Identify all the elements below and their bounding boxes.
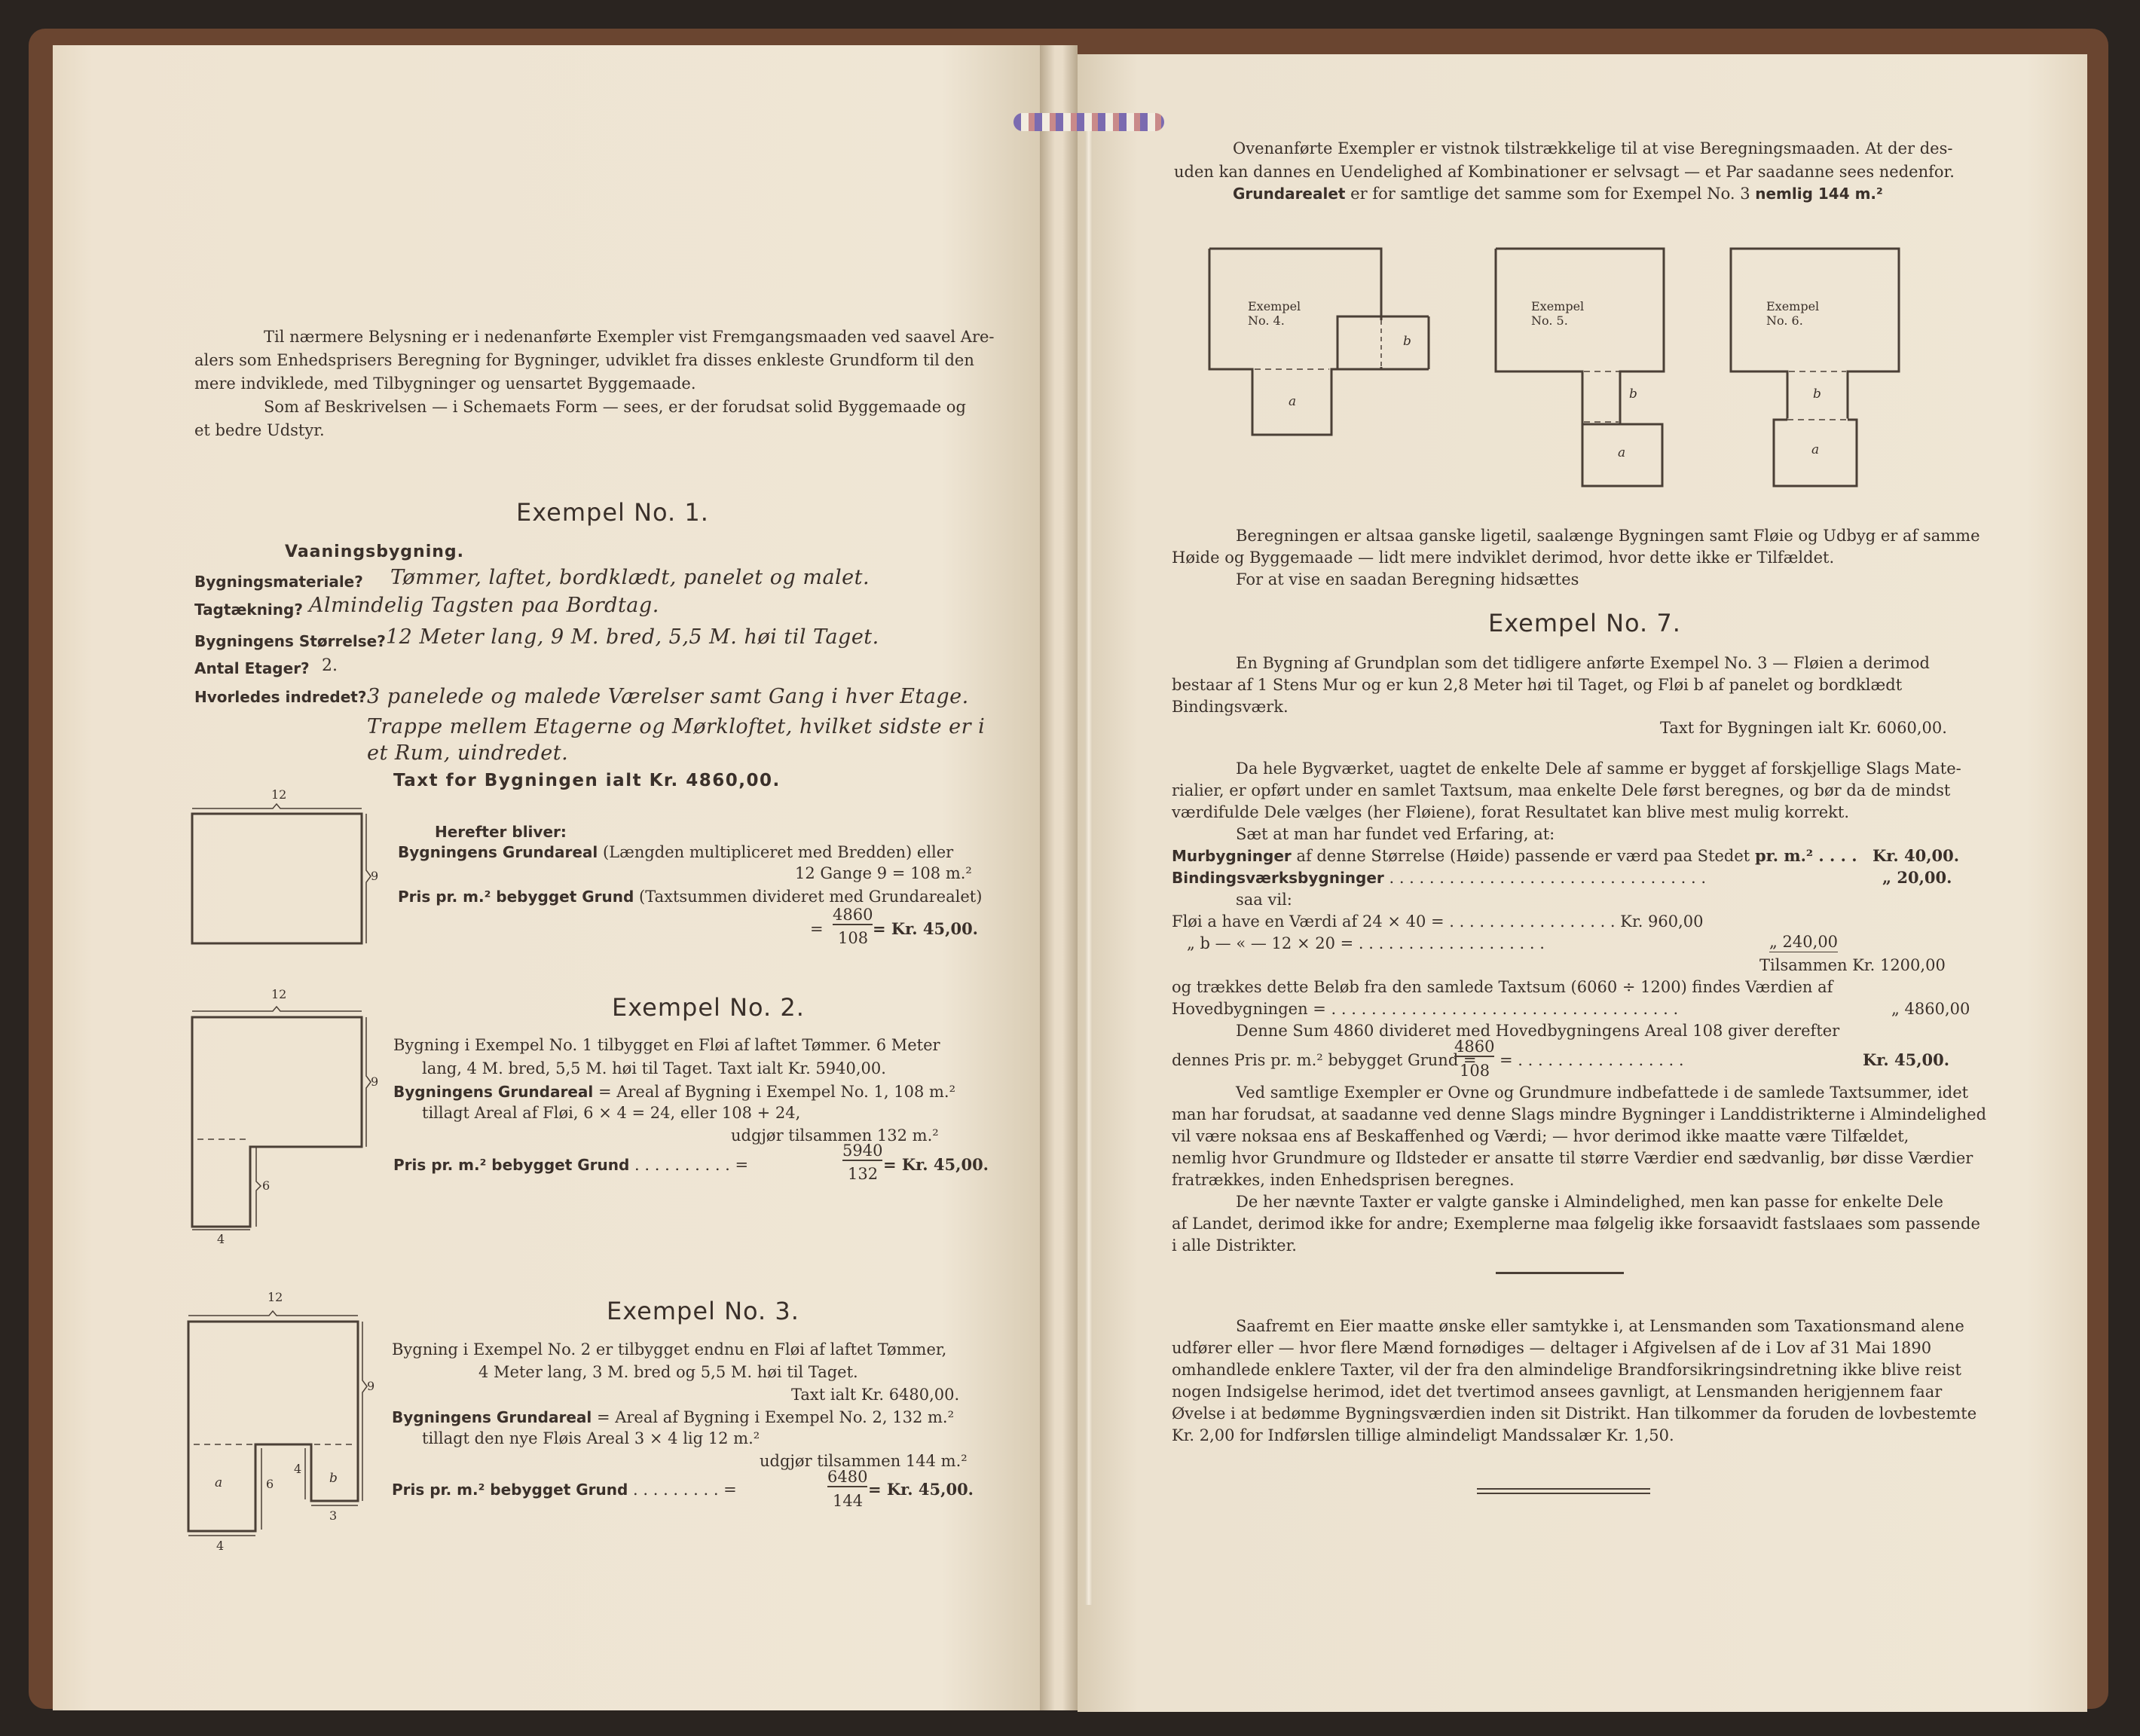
right-mid-line-2: Høide og Byggemaade — lidt mere indviklet derimod, hvor dette ikke er Tilfældet. (1172, 549, 1835, 567)
ex1-value-material: Tømmer, laftet, bordklædt, panelet og malet. (390, 566, 870, 589)
ex4-label-a: a (1289, 394, 1297, 409)
ex7-p1-line-1: En Bygning af Grundplan som det tidligere anførte Exempel No. 3 — Fløien a derimod (1236, 654, 1930, 672)
ex7-mur-mid: af denne Størrelse (Høide) passende er værd paa Stedet (1296, 847, 1750, 865)
ex2-pris-dots: . . . . . . . . . . = (634, 1156, 749, 1174)
ex7-taxt: Taxt for Bygningen ialt Kr. 6060,00. (1660, 719, 1947, 737)
ex1-subtitle: Vaaningsbygning. (285, 542, 465, 561)
ex7-floi-b: „ b — « — 12 × 20 = . . . . . . . . . . . . . . . . . . . (1187, 934, 1545, 952)
ex7-floi-a: Fløi a have en Værdi af 24 × 40 = . . . . . . . . . . . . . . . . . Kr. 960,00 (1172, 912, 1704, 931)
ex2-result: = Kr. 45,00. (883, 1155, 989, 1174)
intro-line-2: alers som Enhedsprisers Beregning for Bygninger, udviklet fra disses enkleste Grundform til den (194, 351, 974, 369)
ex1-eq: = (810, 920, 824, 938)
ex7-mur-line (1172, 845, 1857, 867)
ex7-mur-label: Murbygninger (1172, 847, 1292, 865)
ex1-label-roof: Tagtækning? (194, 601, 303, 619)
ex2-line-3: Bygningens Grundareal = Areal af Bygning i Exempel No. 1, 108 m.² (393, 1083, 956, 1101)
ex7-p2-line-3: værdifulde Dele vælges (her Fløiene), forat Resultatet kan blive mest mulig korrekt. (1172, 803, 1850, 821)
ex5-label-b: b (1629, 387, 1637, 402)
ex3-label-b: b (329, 1471, 338, 1486)
ex3-den: 144 (833, 1492, 864, 1510)
right-mid-line-3: For at vise en saadan Beregning hidsættes (1236, 570, 1579, 588)
ex1-taxt: Taxt for Bygningen ialt Kr. 4860,00. (393, 771, 781, 790)
ex7-pris-line: dennes Pris pr. m.² bebygget Grund = (1172, 1051, 1477, 1069)
ex3-result: = Kr. 45,00. (868, 1480, 974, 1499)
p3-line-8: i alle Distrikter. (1172, 1236, 1297, 1255)
ex2-line-4: tillagt Areal af Fløi, 6 × 4 = 24, eller 108 + 24, (422, 1104, 801, 1122)
ex7-pris-dots: = . . . . . . . . . . . . . . . . . (1500, 1051, 1684, 1069)
ex3-dim-4: 4 (294, 1462, 302, 1476)
intro-line-4: Som af Beskrivelsen — i Schemaets Form — sees, er der forudsat solid Byggemaade og (264, 398, 966, 416)
ex1-line-herefter: Herefter bliver: (435, 823, 567, 841)
ex3-line-4: Bygningens Grundareal = Areal af Bygning i Exempel No. 2, 132 m.² (392, 1408, 955, 1426)
ex7-num: 4860 (1454, 1038, 1495, 1056)
ex7-mur-value: Kr. 40,00. (1872, 846, 1960, 865)
ex3-dim-bottom4: 4 (216, 1539, 225, 1553)
ex2-line-1: Bygning i Exempel No. 1 tilbygget en Fløi af laftet Tømmer. 6 Meter (393, 1036, 940, 1054)
ex3-dim-6: 6 (266, 1477, 274, 1491)
ex7-p1-line-3: Bindingsværk. (1172, 698, 1289, 716)
ex1-den: 108 (838, 929, 869, 947)
right-grundareal-bold: Grundarealet (1233, 185, 1346, 203)
ex3-line-pris: Pris pr. m.² bebygget Grund . . . . . . . . . = (392, 1481, 737, 1499)
ex3-floorplan-drawing (177, 1290, 381, 1546)
ex2-dim-wing: 6 (262, 1178, 271, 1193)
ex6-label-a: a (1811, 442, 1820, 457)
ex2-line-3-rest: = Areal af Bygning i Exempel No. 1, 108 m.² (598, 1083, 956, 1101)
ex7-pris-value: Kr. 45,00. (1863, 1050, 1950, 1069)
ex7-p2-line-2: rialier, er opført under en samlet Taxtsum, maa enkelte Dele først beregnes, og bør da de mindst (1172, 781, 1951, 799)
ex7-tilsammen: Tilsammen Kr. 1200,00 (1759, 956, 1946, 974)
ex3-line-2: 4 Meter lang, 3 M. bred og 5,5 M. høi til Taget. (478, 1363, 858, 1381)
ex7-p2-line-4: Sæt at man har fundet ved Erfaring, at: (1236, 825, 1555, 843)
ex7-og-line: og trækkes dette Beløb fra den samlede Taxtsum (6060 ÷ 1200) findes Værdien af (1172, 978, 1833, 996)
p3-line-1: Ved samtlige Exempler er Ovne og Grundmure indbefattede i de samlede Taxtsummer, idet (1236, 1083, 1969, 1102)
p3-line-6: De her nævnte Taxter er valgte ganske i Almindelighed, men kan passe for enkelte Dele (1236, 1193, 1943, 1211)
ex7-mur-pr: pr. m.² . . . . (1754, 846, 1857, 865)
ex5-caption: Exempel No. 5. (1531, 299, 1585, 328)
ex3-line-1: Bygning i Exempel No. 2 er tilbygget endnu en Fløi af laftet Tømmer, (392, 1340, 947, 1359)
p4-line-4: nogen Indsigelse herimod, idet det tvertimod ansees gavnligt, at Lensmanden herigjennem faar (1172, 1383, 1943, 1401)
binding-stitch (1085, 113, 1093, 1605)
ex3-title: Exempel No. 3. (607, 1297, 799, 1325)
ex1-label-size: Bygningens Størrelse? (194, 632, 386, 650)
ex1-value-layout: 3 panelede og malede Værelser samt Gang i hver Etage. (367, 685, 969, 708)
ex5-floorplan-drawing (1492, 245, 1673, 494)
binding-thread (1013, 113, 1164, 131)
ex2-line-2: lang, 4 M. bred, 5,5 M. høi til Taget. Taxt ialt Kr. 5940,00. (422, 1059, 886, 1077)
ex3-num: 6480 (827, 1468, 868, 1486)
p3-line-5: fratrækkes, inden Enhedsprisen beregnes. (1172, 1171, 1515, 1189)
p3-line-7: af Landet, derimod ikke for andre; Exemplerne maa følgelig ikke forsaavidt fastslaaes som passende (1172, 1215, 1980, 1233)
ex1-pris-rest: (Taxtsummen divideret med Grundarealet) (639, 888, 983, 906)
ex1-label-layout: Hvorledes indredet? (194, 688, 367, 706)
ex1-num: 4860 (833, 906, 873, 924)
section-divider-1 (1496, 1272, 1624, 1274)
ex7-p2-line-1: Da hele Bygværket, uagtet de enkelte Dele af samme er bygget af forskjellige Slags Mate- (1236, 760, 1961, 778)
ex3-pris-dots: . . . . . . . . . = (633, 1481, 737, 1499)
ex7-hoved-value: „ 4860,00 (1891, 1000, 1970, 1018)
book-gutter (1040, 45, 1078, 1710)
ex2-dim-top: 12 (271, 987, 287, 1001)
ex3-dim-side: 9 (367, 1379, 375, 1393)
ex1-value-layout-cont2: et Rum, uindredet. (367, 741, 569, 765)
ex7-title: Exempel No. 7. (1488, 609, 1681, 637)
section-divider-2a (1477, 1488, 1650, 1490)
ex1-title: Exempel No. 1. (516, 498, 709, 527)
ex2-floorplan-drawing (181, 987, 377, 1243)
p4-line-1: Saafremt en Eier maatte ønske eller samtykke i, at Lensmanden som Taxationsmand alene (1236, 1317, 1964, 1335)
ex2-den: 132 (848, 1165, 879, 1183)
ex7-p1-line-2: bestaar af 1 Stens Mur og er kun 2,8 Meter høi til Taget, og Fløi b af panelet og bordklædt (1172, 676, 1903, 694)
ex1-label-material: Bygningsmateriale? (194, 573, 363, 591)
ex3-dim-bottom3: 3 (329, 1508, 338, 1523)
ex2-dim-side: 9 (371, 1074, 379, 1089)
p3-line-2: man har forudsat, at saadanne ved denne Slags mindre Bygninger i Landdistrikterne i Almindelighed (1172, 1105, 1987, 1123)
ex6-caption: Exempel No. 6. (1766, 299, 1820, 328)
ex2-title: Exempel No. 2. (612, 993, 805, 1022)
intro-line-5: et bedre Udstyr. (194, 421, 325, 439)
ex7-denne-line: Denne Sum 4860 divideret med Hovedbygningens Areal 108 giver derefter (1236, 1022, 1840, 1040)
p4-line-2: udfører eller — hvor flere Mænd fornødiges — deltager i Afgivelsen af de i Lov af 31 Mai 1890 (1172, 1339, 1932, 1357)
ex1-value-layout-cont1: Trappe mellem Etagerne og Mørkloftet, hvilket sidste er i (367, 715, 986, 738)
ex3-line-3: Taxt ialt Kr. 6480,00. (791, 1386, 960, 1404)
ex2-dim-bottom: 4 (217, 1232, 225, 1246)
ex7-bind-line (1172, 866, 1706, 889)
ex1-line-12x9: 12 Gange 9 = 108 m.² (795, 864, 972, 882)
ex3-line-5: tillagt den nye Fløis Areal 3 × 4 lig 12 m.² (422, 1429, 760, 1447)
ex1-value-size: 12 Meter lang, 9 M. bred, 5,5 M. høi til Taget. (386, 625, 879, 649)
ex2-num: 5940 (842, 1142, 883, 1160)
right-grundareal-bold2: nemlig 144 m.² (1755, 185, 1883, 203)
p4-line-3: omhandlede enklere Taxter, vil der fra den almindelige Brandforsikringsindretning ikke blive reist (1172, 1361, 1961, 1379)
ex3-label-a: a (215, 1475, 223, 1490)
right-grundareal-line (1233, 182, 1883, 205)
ex7-den: 108 (1460, 1062, 1490, 1080)
right-mid-line-1: Beregningen er altsaa ganske ligetil, saalænge Bygningen samt Fløie og Udbyg er af samme (1236, 527, 1980, 545)
ex4-label-b: b (1403, 334, 1411, 349)
ex7-bind-value: „ 20,00. (1882, 868, 1952, 887)
ex7-bind-label: Bindingsværksbygninger (1172, 869, 1384, 887)
ex1-floorplan-drawing (181, 787, 377, 953)
ex1-line-grundareal: Bygningens Grundareal (Længden multipliceret med Bredden) eller (398, 843, 954, 861)
ex2-line-pris: Pris pr. m.² bebygget Grund . . . . . . . . . . = (393, 1156, 749, 1174)
ex6-label-b: b (1813, 387, 1821, 402)
ex1-dim-side: 9 (371, 869, 379, 883)
ex4-floorplan-drawing (1206, 245, 1386, 441)
ex7-saa: saa vil: (1236, 891, 1292, 909)
ex1-dim-top: 12 (271, 787, 287, 802)
ex4-caption: Exempel No. 4. (1248, 299, 1301, 328)
right-top-line-1: Ovenanførte Exempler er vistnok tilstrækkelige til at vise Beregningsmaaden. At der des- (1233, 139, 1953, 157)
ex3-line-6: udgjør tilsammen 144 m.² (760, 1452, 968, 1470)
p3-line-3: vil være noksaa ens af Beskaffenhed og Værdi; — hvor derimod ikke maatte være Tilfældet, (1172, 1127, 1909, 1145)
ex1-line-pris: Pris pr. m.² bebygget Grund (Taxtsummen divideret med Grundarealet) (398, 888, 983, 906)
ex1-value-floors: 2. (322, 656, 338, 675)
ex2-line-5: udgjør tilsammen 132 m.² (731, 1126, 939, 1145)
ex7-floi-b-value: „ 240,00 (1769, 933, 1839, 951)
ex1-result: = Kr. 45,00. (873, 919, 978, 938)
intro-line-3: mere indviklede, med Tilbygninger og uensartet Byggemaade. (194, 374, 696, 393)
right-top-line-2: uden kan dannes en Uendelighed af Kombinationer er selvsagt — et Par saadanne sees nedenfor. (1174, 163, 1955, 181)
ex3-dim-top: 12 (268, 1290, 283, 1304)
p4-line-6: Kr. 2,00 for Indførslen tillige almindeligt Mandssalær Kr. 1,50. (1172, 1426, 1674, 1444)
ex1-value-roof: Almindelig Tagsten paa Bordtag. (309, 594, 659, 617)
p4-line-5: Øvelse i at bedømme Bygningsværdien inden sit Distrikt. Han tilkommer da foruden de lovbestemte (1172, 1404, 1977, 1423)
ex3-line-4-rest: = Areal af Bygning i Exempel No. 2, 132 m.² (596, 1408, 955, 1426)
ex7-bind-dots: . . . . . . . . . . . . . . . . . . . . . . . . . . . . . . . . (1389, 869, 1707, 887)
ex7-hoved-line: Hovedbygningen = . . . . . . . . . . . . . . . . . . . . . . . . . . . . . . . . . . . (1172, 1000, 1679, 1018)
intro-line-1: Til nærmere Belysning er i nedenanførte Exempler vist Fremgangsmaaden ved saavel Are- (264, 328, 995, 346)
p3-line-4: nemlig hvor Grundmure og Ildsteder er ansatte til større Værdier end sædvanlig, bør disse Værdier (1172, 1149, 1973, 1167)
ex1-label-floors: Antal Etager? (194, 659, 310, 677)
ex5-label-a: a (1618, 445, 1626, 460)
ex1-grundareal-rest: (Længden multipliceret med Bredden) eller (602, 843, 954, 861)
section-divider-2b (1477, 1493, 1650, 1494)
right-grundareal-text: er for samtlige det samme som for Exempel No. 3 (1350, 185, 1750, 203)
